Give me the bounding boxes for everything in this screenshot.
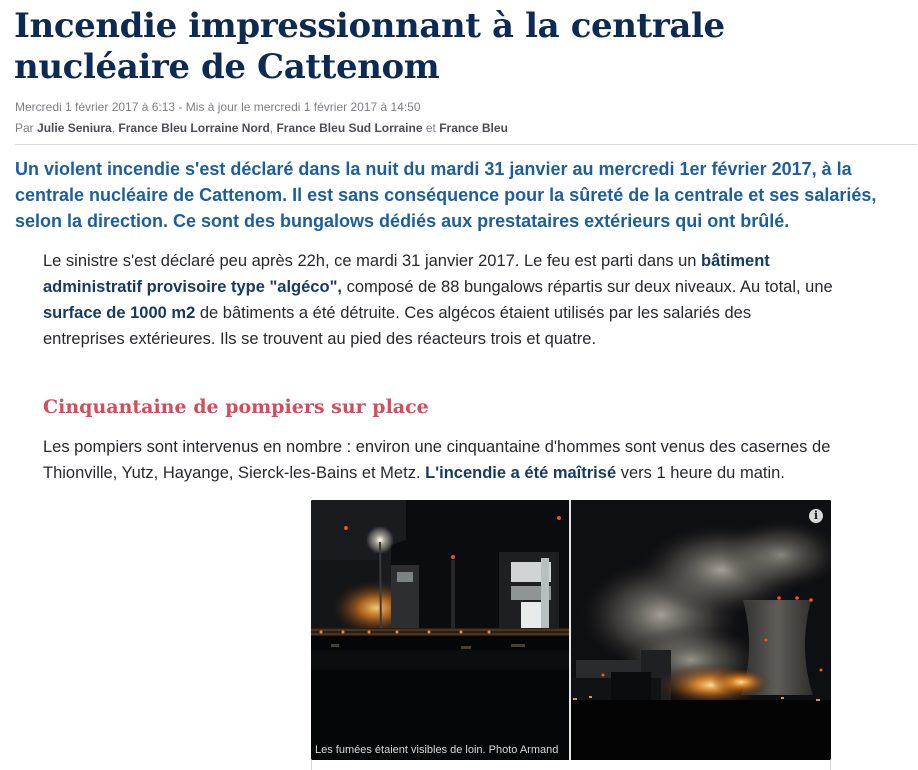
author-link[interactable]: France Bleu Lorraine Nord bbox=[118, 121, 270, 135]
photo-caption: Les fumées étaient visibles de loin. Photo Armand bbox=[315, 744, 559, 756]
emphasis-text: L'incendie a été maîtrisé bbox=[425, 464, 617, 482]
article-title: Incendie impressionnant à la centrale nucléaire de Cattenom bbox=[14, 6, 725, 87]
author-prefix: Par bbox=[15, 121, 34, 135]
publication-date: Mercredi 1 février 2017 à 6:13 - Mis à jour le mercredi 1 février 2017 à 14:50 bbox=[15, 100, 421, 114]
paragraph-text: composé de 88 bungalows répartis sur deux niveaux. Au total, une bbox=[341, 278, 833, 296]
author-line bbox=[15, 120, 508, 136]
author-link[interactable]: France Bleu Sud Lorraine bbox=[276, 121, 423, 135]
paragraph-text: Les pompiers sont intervenus en nombre : environ une cinquantaine d'hommes sont venus des casernes de Thionville, Yutz, Hayange, Sierck-les-Bains et Metz. bbox=[43, 438, 831, 482]
author-separator: , bbox=[269, 121, 277, 135]
article-paragraph bbox=[43, 434, 833, 486]
article-paragraph bbox=[43, 248, 833, 352]
author-link[interactable]: France Bleu bbox=[439, 121, 508, 135]
paragraph-text: Le sinistre s'est déclaré peu après 22h, ce mardi 31 janvier 2017. Le feu est parti dans un bbox=[43, 252, 702, 270]
info-icon[interactable]: i bbox=[809, 509, 823, 523]
header-separator bbox=[15, 144, 917, 145]
section-heading: Cinquantaine de pompiers sur place bbox=[43, 396, 429, 418]
photo-divider bbox=[569, 500, 571, 760]
photo-frame-bottom bbox=[311, 760, 831, 770]
paragraph-text: de bâtiments a été détruite. Ces algécos étaient utilisés par les salariés des entreprises extérieures. Ils se trouvent au pied des réacteurs trois et quatre. bbox=[43, 304, 752, 348]
author-conjunction: et bbox=[425, 121, 436, 135]
article-photo[interactable] bbox=[311, 500, 831, 760]
night-fire-photo bbox=[311, 500, 831, 760]
article-lead: Un violent incendie s'est déclaré dans la nuit du mardi 31 janvier au mercredi 1er février 2017, à la centrale nucléaire de Cattenom. Il est sans conséquence pour la sûreté de la centrale et ses salariés, selon la direction. Ce sont des bungalows dédiés aux prestataires extérieurs qui ont brûlé. bbox=[15, 159, 877, 231]
emphasis-text: surface de 1000 m2 bbox=[43, 304, 196, 322]
author-separator: , bbox=[111, 121, 119, 135]
author-link[interactable]: Julie Seniura bbox=[37, 121, 112, 135]
paragraph-text: vers 1 heure du matin. bbox=[616, 464, 785, 482]
emphasis-text: bâtiment administratif provisoire type "algéco", bbox=[43, 252, 770, 296]
